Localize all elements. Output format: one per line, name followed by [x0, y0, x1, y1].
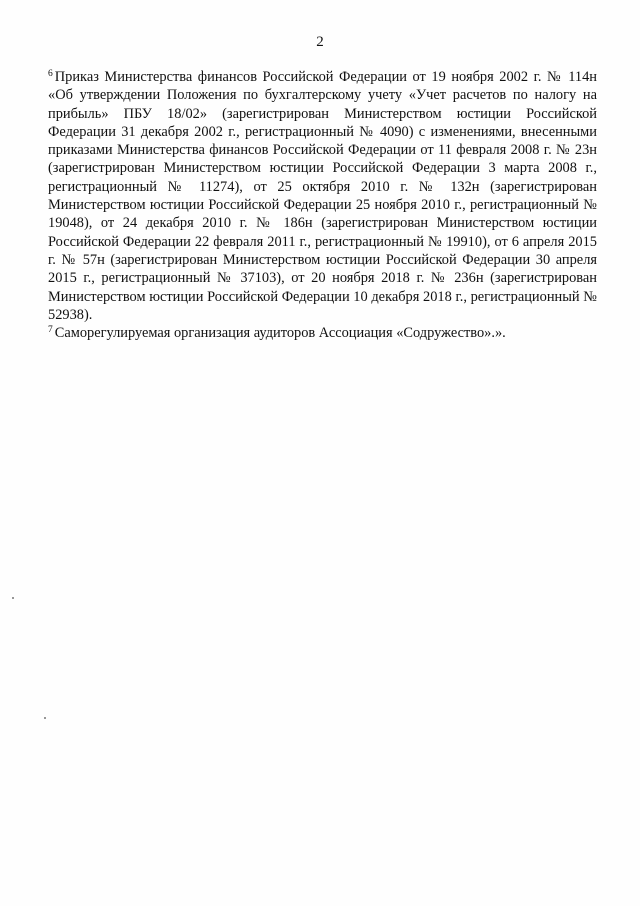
- footnote-6: [48, 68, 597, 324]
- scan-speck: [44, 717, 46, 719]
- footnote-7-mark: 7: [48, 325, 53, 336]
- scan-speck: [12, 597, 14, 599]
- footnote-7: [48, 324, 597, 342]
- footnote-7-text: Саморегулируемая организация аудиторов Ассоциация «Содружество».».: [54, 325, 506, 342]
- footnote-6-text: Приказ Министерства финансов Российской Федерации от 19 ноября 2002 г. № 114н «Об утверждении Положения по бухгалтерскому учету «Учет расчетов по налогу на прибыль» ПБУ 18/02» (зарегистрирован Министерством юстиции Российской Федерации 31 декабря 2002 г., регистрационный № 4090) с изменениями, внесенными приказами Министерства финансов Российской Федерации от 11 февраля 2008 г. № 23н (зарегистрирован Министерством юстиции Российской Федерации 3 марта 2008 г., регистрационный № 11274), от 25 октября 2010 г. № 132н (зарегистрирован Министерством юстиции Российской Федерации 25 ноября 2010 г., регистрационный № 19048), от 24 декабря 2010 г. № 186н (зарегистрирован Министерством юстиции Российской Федерации 22 февраля 2011 г., регистрационный № 19910), от 6 апреля 2015 г. № 57н (зарегистрирован Министерством юстиции Российской Федерации 30 апреля 2015 г., регистрационный № 37103), от 20 ноября 2018 г. № 236н (зарегистрирован Министерством юстиции Российской Федерации 10 декабря 2018 г., регистрационный № 52938).: [48, 69, 597, 323]
- footnotes-section: [48, 68, 597, 342]
- page-number: 2: [316, 34, 324, 50]
- footnote-6-mark: 6: [48, 69, 53, 79]
